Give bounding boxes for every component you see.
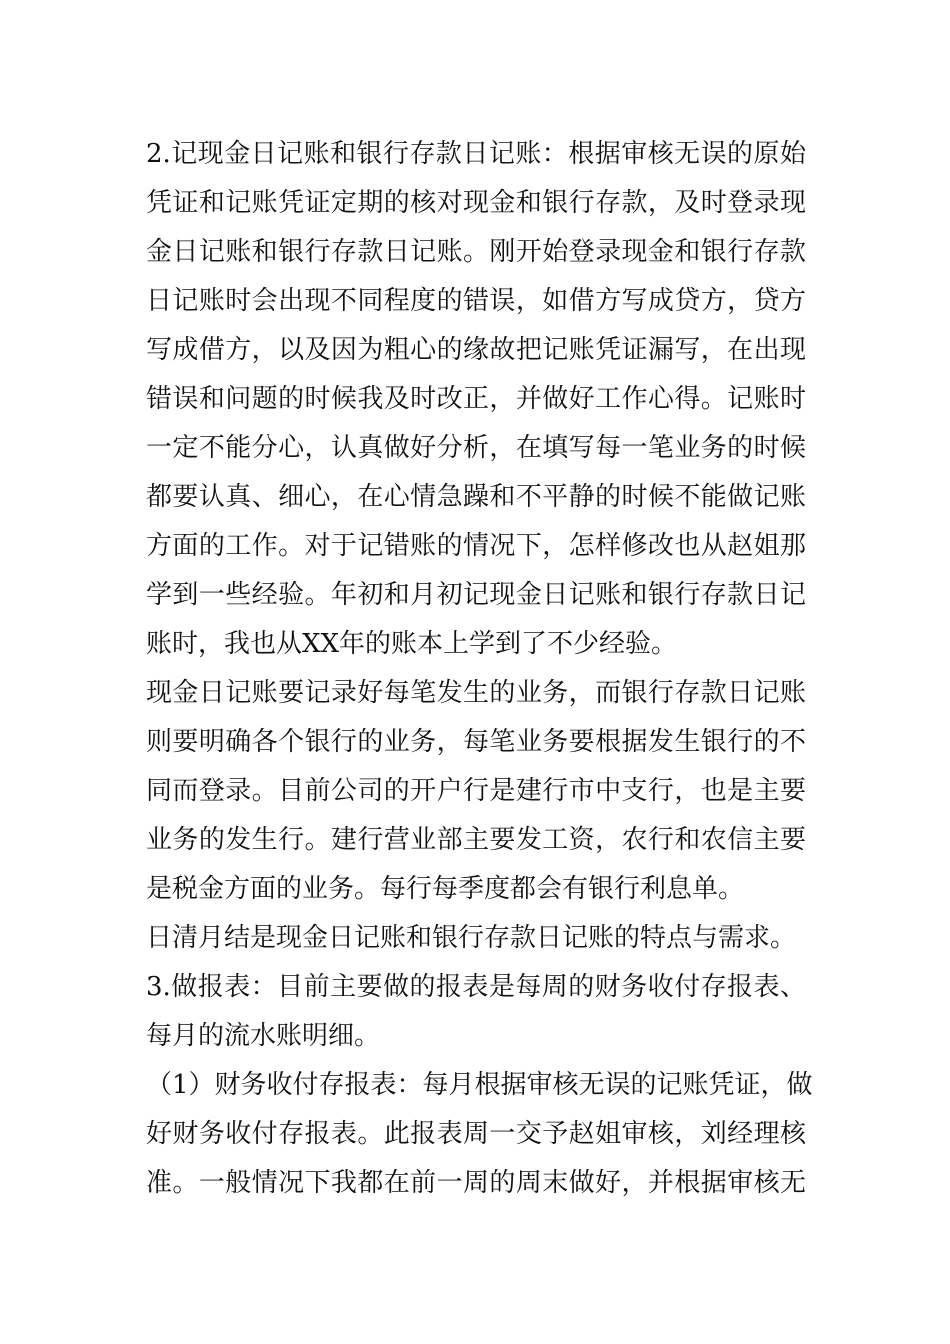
text-line: 金日记账和银行存款日记账。刚开始登录现金和银行存款	[146, 237, 806, 267]
text-line: 好财务收付存报表。此报表周一交予赵姐审核，刘经理核	[146, 1119, 806, 1149]
text-line: 一定不能分心，认真做好分析，在填写每一笔业务的时候	[146, 433, 806, 463]
body-text	[146, 130, 813, 1208]
text-line: 业务的发生行。建行营业部主要发工资，农行和农信主要	[146, 825, 806, 855]
text-line: 准。一般情况下我都在前一周的周末做好，并根据审核无	[146, 1168, 806, 1198]
text-line: 日记账时会出现不同程度的错误，如借方写成贷方，贷方	[146, 286, 806, 316]
text-line: 则要明确各个银行的业务，每笔业务要根据发生银行的不	[146, 727, 806, 757]
text-line: 同而登录。目前公司的开户行是建行市中支行，也是主要	[146, 776, 806, 806]
text-line: 3.做报表：目前主要做的报表是每周的财务收付存报表、	[146, 972, 806, 1002]
text-line: 2.记现金日记账和银行存款日记账：根据审核无误的原始	[146, 139, 806, 169]
text-line: 都要认真、细心，在心情急躁和不平静的时候不能做记账	[146, 482, 806, 512]
text-line: 日清月结是现金日记账和银行存款日记账的特点与需求。	[146, 923, 797, 953]
text-line: 错误和问题的时候我及时改正，并做好工作心得。记账时	[146, 384, 806, 414]
text-line: （1）财务收付存报表：每月根据审核无误的记账凭证，做	[146, 1070, 813, 1100]
text-line: 学到一些经验。年初和月初记现金日记账和银行存款日记	[146, 580, 806, 610]
text-line: 写成借方，以及因为粗心的缘故把记账凭证漏写，在出现	[146, 335, 806, 365]
text-line: 是税金方面的业务。每行每季度都会有银行利息单。	[146, 874, 745, 904]
text-line: 每月的流水账明细。	[146, 1021, 381, 1051]
text-line: 现金日记账要记录好每笔发生的业务，而银行存款日记账	[146, 678, 806, 708]
text-line: 账时，我也从XX年的账本上学到了不少经验。	[146, 629, 678, 659]
text-line: 方面的工作。对于记错账的情况下，怎样修改也从赵姐那	[146, 531, 806, 561]
text-line: 凭证和记账凭证定期的核对现金和银行存款，及时登录现	[146, 188, 806, 218]
